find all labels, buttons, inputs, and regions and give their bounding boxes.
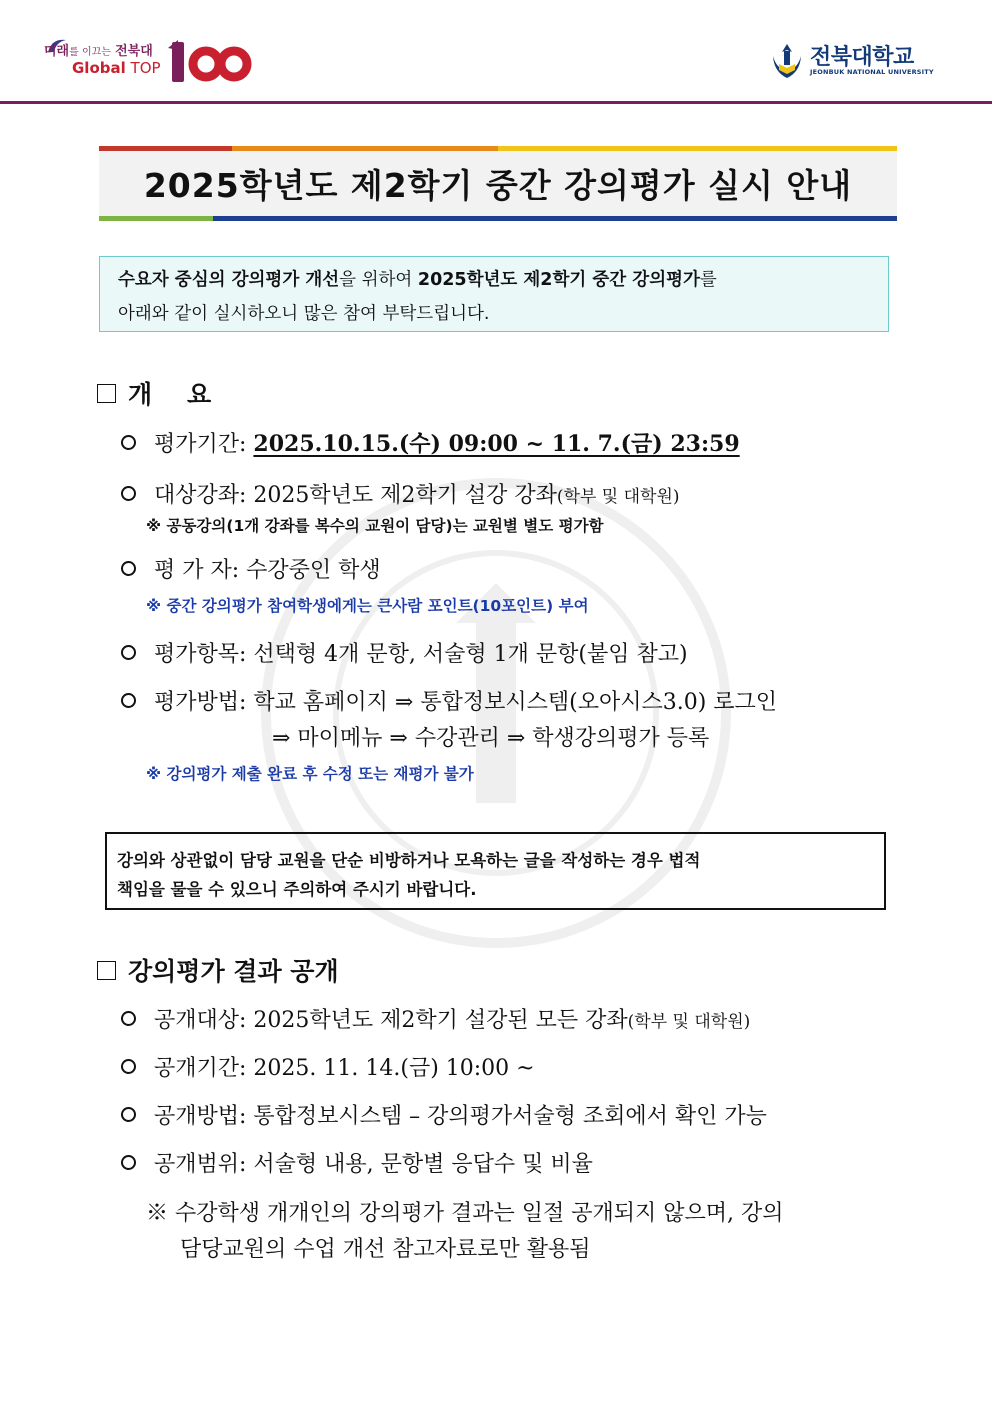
intro-box [99,256,889,332]
note-no-resubmit: ※ 강의평가 제출 완료 후 수정 또는 재평가 불가 [146,765,474,783]
note-points: ※ 중간 강의평가 참여학생에게는 큰사람 포인트(10포인트) 부여 [146,597,589,615]
note-privacy-line-2: 담당교원의 수업 개선 참고자료로만 활용됨 [180,1237,591,1262]
university-name-en: JEONBUK NATIONAL UNIVERSITY [810,68,934,76]
warning-line-1: 강의와 상관없이 담당 교원을 단순 비방하거나 모욕하는 글을 작성하는 경우 법적 [117,851,701,870]
item-eval-method-line2: ⇒ 마이메뉴 ⇒ 수강관리 ⇒ 학생강의평가 등록 [272,726,710,751]
header-divider [0,101,992,104]
note-joint-lecture: ※ 공동강의(1개 강좌를 복수의 교원이 담당)는 교원별 별도 평가함 [146,517,604,535]
university-emblem-icon [770,42,804,82]
checkbox-square-icon [97,961,116,980]
circle-bullet-icon [121,1155,136,1170]
intro-line-1: 수요자 중심의 강의평가 개선을 위하여 2025학년도 제2학기 중간 강의평가를 [118,270,717,290]
item-disclosure-scope: 공개범위: 서술형 내용, 문항별 응답수 및 비율 [121,1147,593,1178]
warning-box [105,832,886,910]
item-eval-period: 평가기간: 2025.10.15.(수) 09:00 ~ 11. 7.(금) 23:59 [121,427,740,458]
logo-global-top: Global TOP [72,59,161,77]
page-title: 2025학년도 제2학기 중간 강의평가 실시 안내 [143,166,853,205]
circle-bullet-icon [121,435,136,450]
logo-tagline: 미래를 이끄는 전북대 [44,44,153,59]
circle-bullet-icon [121,1107,136,1122]
section-heading-results: 강의평가 결과 공개 [97,952,339,988]
circle-bullet-icon [121,693,136,708]
jeonbuk-university-logo [770,38,950,84]
item-eval-method: 평가방법: 학교 홈페이지 ⇒ 통합정보시스템(오아시스3.0) 로그인 [121,685,777,716]
item-eval-questions: 평가항목: 선택형 4개 문항, 서술형 1개 문항(붙임 참고) [121,637,688,668]
item-disclosure-target: 공개대상: 2025학년도 제2학기 설강된 모든 강좌(학부 및 대학원) [121,1003,750,1034]
checkbox-square-icon [97,384,116,403]
item-target-course: 대상강좌: 2025학년도 제2학기 설강 강좌(학부 및 대학원) [121,478,680,509]
intro-line-2: 아래와 같이 실시하오니 많은 참여 부탁드립니다. [118,304,490,324]
title-top-color-bar [99,146,897,151]
warning-line-2: 책임을 물을 수 있으니 주의하여 주시기 바랍니다. [117,880,477,899]
title-banner [99,146,897,221]
item-disclosure-period: 공개기간: 2025. 11. 14.(금) 10:00 ~ [121,1051,535,1082]
circle-bullet-icon [121,561,136,576]
item-disclosure-method: 공개방법: 통합정보시스템 – 강의평가서술형 조회에서 확인 가능 [121,1099,767,1130]
circle-bullet-icon [121,645,136,660]
university-name: 전북대학교 [810,45,914,70]
note-privacy-line-1: ※ 수강학생 개개인의 강의평가 결과는 일절 공개되지 않으며, 강의 [146,1201,784,1226]
title-bottom-color-bar [99,216,897,221]
global-top-100-logo [44,36,254,86]
100-mark-icon [168,36,252,86]
circle-bullet-icon [121,1011,136,1026]
circle-bullet-icon [121,1059,136,1074]
item-evaluator: 평 가 자: 수강중인 학생 [121,553,381,584]
section-heading-overview: 개 요 [97,375,211,411]
circle-bullet-icon [121,486,136,501]
